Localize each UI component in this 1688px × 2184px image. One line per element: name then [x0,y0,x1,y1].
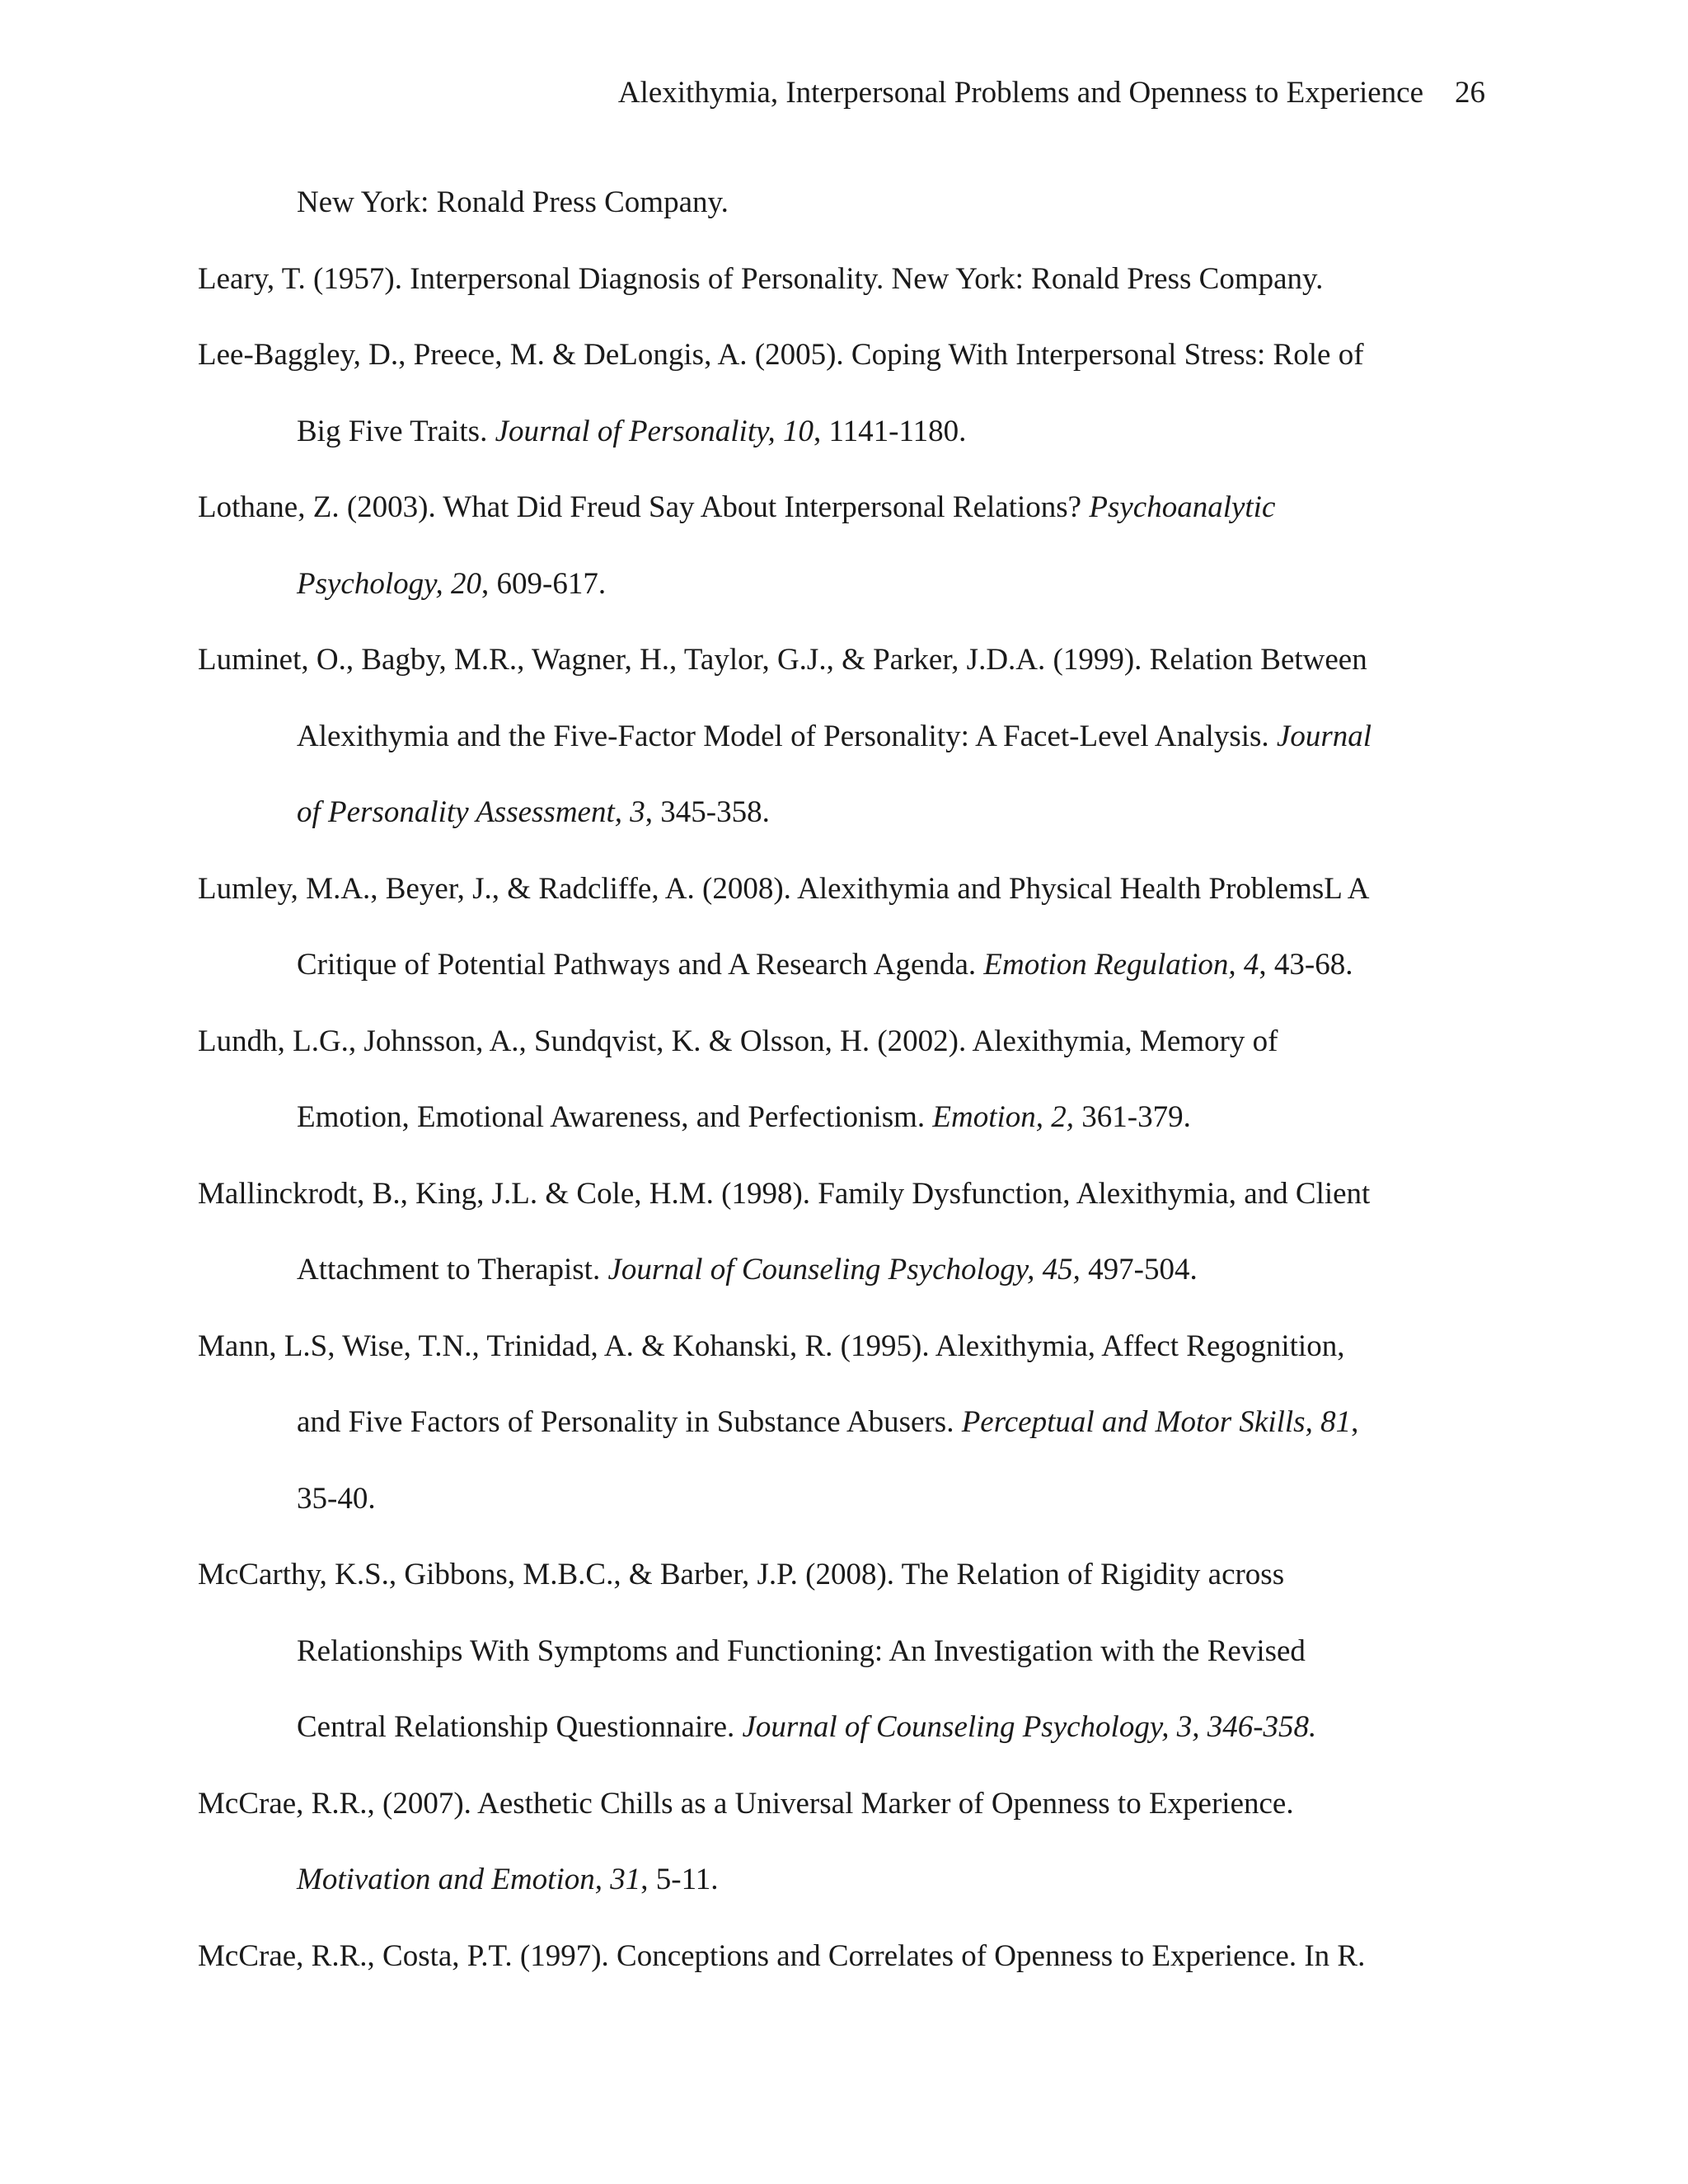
reference-line [198,165,1484,241]
reference-line [198,699,1484,776]
reference-text: Lundh, L.G., Johnsson, A., Sundqvist, K. & Olsson, H. (2002). Alexithymia, Memory of [198,1024,1278,1058]
reference-entry [198,1156,1484,1309]
reference-line [198,1766,1484,1843]
reference-text: Leary, T. (1957). Interpersonal Diagnosis of Personality. New York: Ronald Press Company. [198,261,1324,296]
reference-line [198,1690,1484,1766]
reference-italic-text: Psychology, 20 [297,566,482,601]
reference-line [198,394,1484,471]
page-number: 26 [1455,76,1485,110]
reference-text: Mann, L.S, Wise, T.N., Trinidad, A. & Kohanski, R. (1995). Alexithymia, Affect Regognition, [198,1329,1345,1363]
reference-text: Emotion, Emotional Awareness, and Perfectionism. [297,1100,933,1134]
reference-italic-text: Psychoanalytic [1089,490,1276,524]
reference-entry [198,622,1484,851]
reference-entry [198,1309,1484,1538]
reference-line [198,622,1484,699]
reference-text: , 1141-1180. [814,414,967,448]
reference-italic-text: Emotion, 2, [932,1100,1075,1134]
reference-line [198,927,1484,1004]
reference-text: , 5-11. [640,1863,719,1896]
reference-line [198,775,1484,851]
reference-text: 497-504. [1080,1253,1198,1286]
reference-italic-text: Journal of Counseling Psychology, 3, 346-358. [742,1710,1317,1744]
reference-text: 361-379. [1074,1100,1191,1134]
reference-text: Big Five Traits. [297,414,495,448]
running-title: Alexithymia, Interpersonal Problems and Openness to Experience [617,76,1423,110]
reference-list [198,165,1484,1994]
reference-text: Mallinckrodt, B., King, J.L. & Cole, H.M. (1998). Family Dysfunction, Alexithymia, and Client [198,1176,1371,1211]
reference-italic-text: Journal [1276,719,1372,753]
reference-italic-text: Emotion Regulation, 4 [983,948,1259,982]
reference-text: , 609-617. [481,566,607,601]
reference-line [198,1614,1484,1690]
reference-line [198,317,1484,394]
reference-entry [198,241,1484,318]
reference-line [198,1461,1484,1538]
reference-text: Central Relationship Questionnaire. [297,1710,743,1744]
reference-text: and Five Factors of Personality in Substance Abusers. [297,1405,962,1439]
reference-line [198,1537,1484,1614]
reference-text: Relationships With Symptoms and Functioning: An Investigation with the Revised [297,1633,1306,1668]
reference-text: Critique of Potential Pathways and A Research Agenda. [297,948,984,982]
reference-text: Lumley, M.A., Beyer, J., & Radcliffe, A. (2008). Alexithymia and Physical Health ProblemsL A [198,871,1370,906]
reference-line [198,1156,1484,1233]
reference-text: Lee-Baggley, D., Preece, M. & DeLongis, A. (2005). Coping With Interpersonal Stress: Role of [198,338,1364,372]
reference-line [198,1004,1484,1080]
reference-entry [198,1919,1484,1995]
reference-text: McCrae, R.R., (2007). Aesthetic Chills as a Universal Marker of Openness to Experience. [198,1786,1294,1821]
reference-entry [198,317,1484,470]
reference-line [198,546,1484,623]
running-header [618,73,1485,114]
reference-text: , 345-358. [645,795,770,829]
reference-text: McCarthy, K.S., Gibbons, M.B.C., & Barber, J.P. (2008). The Relation of Rigidity across [198,1558,1285,1591]
reference-entry [198,1004,1484,1156]
reference-line [198,1232,1484,1309]
reference-entry [198,1537,1484,1766]
reference-text: Attachment to Therapist. [297,1253,608,1286]
reference-italic-text: Motivation and Emotion, 31 [297,1863,641,1896]
reference-text: , [1351,1405,1359,1439]
reference-text: New York: Ronald Press Company. [297,185,729,219]
reference-italic-text: Journal of Counseling Psychology, 45, [607,1253,1081,1286]
reference-line [198,1309,1484,1385]
reference-line [198,1842,1484,1919]
reference-text: Lothane, Z. (2003). What Did Freud Say About Interpersonal Relations? [198,490,1090,524]
reference-entry [198,470,1484,622]
reference-text: 35-40. [297,1481,376,1516]
reference-line [198,241,1484,318]
reference-line [198,1919,1484,1995]
reference-line [198,1385,1484,1461]
reference-italic-text: Journal of Personality, 10 [495,414,814,448]
reference-text: Luminet, O., Bagby, M.R., Wagner, H., Taylor, G.J., & Parker, J.D.A. (1999). Relation Between [198,643,1367,677]
reference-entry [198,165,1484,241]
reference-text: Alexithymia and the Five-Factor Model of Personality: A Facet-Level Analysis. [297,719,1277,753]
reference-line [198,1080,1484,1156]
reference-italic-text: of Personality Assessment, 3 [297,795,645,829]
reference-line [198,851,1484,928]
reference-text: , 43-68. [1259,948,1353,982]
reference-entry [198,851,1484,1004]
reference-line [198,470,1484,546]
reference-entry [198,1766,1484,1919]
reference-italic-text: Perceptual and Motor Skills, 81 [961,1405,1352,1439]
reference-text: McCrae, R.R., Costa, P.T. (1997). Conceptions and Correlates of Openness to Experience. In R. [198,1938,1366,1973]
